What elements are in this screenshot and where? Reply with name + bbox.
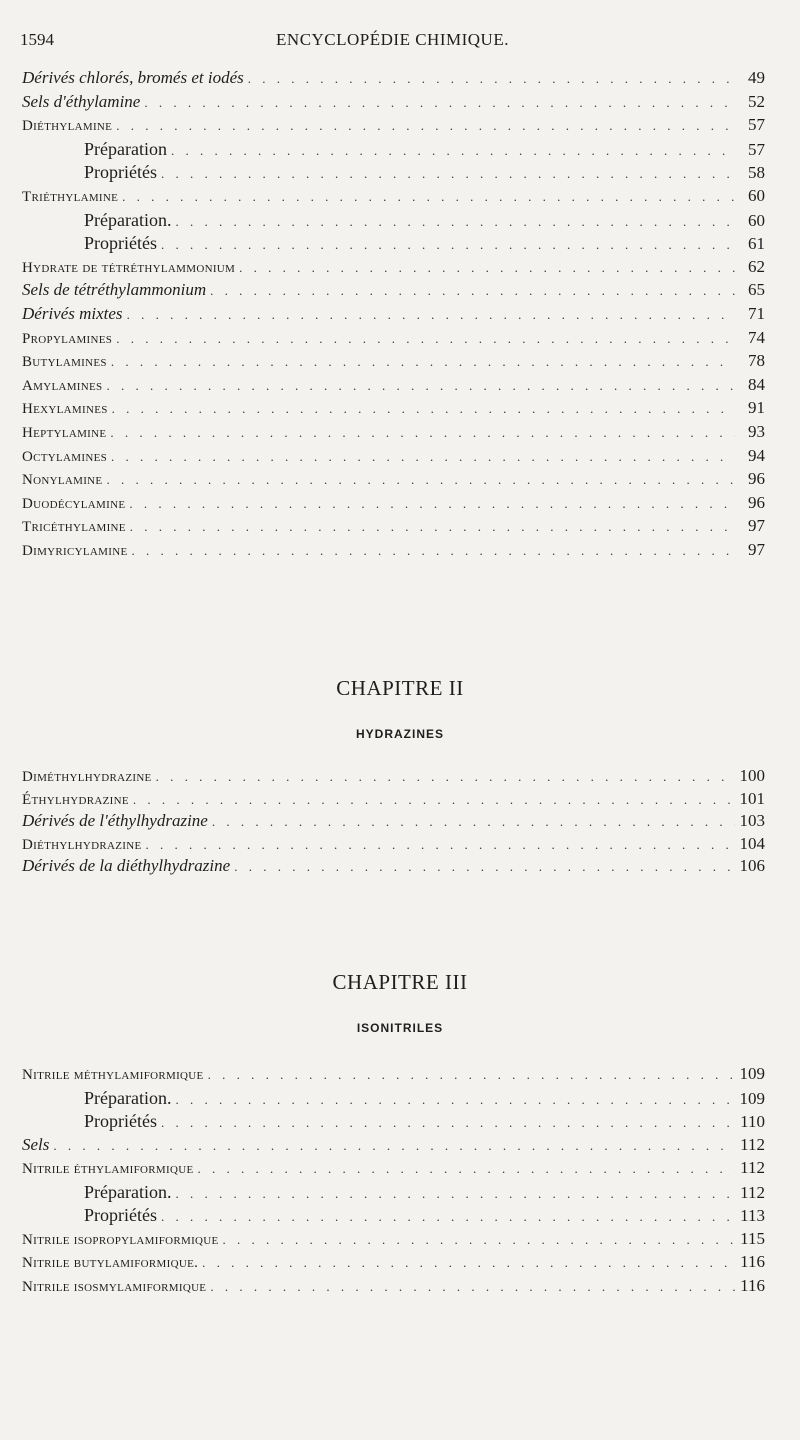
toc-entry-page: 112: [740, 1158, 765, 1177]
toc-entry: [22, 811, 765, 834]
toc-entry-label: Duodécylamine: [22, 495, 126, 512]
running-title: ENCYCLOPÉDIE CHIMIQUE.: [276, 30, 509, 49]
toc-entry: [22, 1276, 765, 1300]
chapter-3-subtitle: ISONITRILES: [356, 1021, 444, 1035]
toc-entry: [22, 766, 765, 789]
dot-leader: [146, 837, 736, 853]
toc-entry: [22, 856, 765, 879]
chapter-2-subtitle: HYDRAZINES: [355, 727, 444, 741]
toc-entry: [22, 1252, 765, 1276]
toc-entry: [22, 280, 765, 304]
toc-entry-label: Amylamines: [22, 377, 103, 394]
toc-entry: [22, 186, 765, 210]
dot-leader: [144, 95, 735, 111]
dot-leader: [161, 166, 735, 182]
toc-entry-page: 61: [748, 234, 765, 254]
toc-entry-page: 113: [740, 1206, 765, 1225]
toc-entry-page: 60: [748, 185, 765, 205]
dot-leader: [248, 71, 735, 87]
toc-entry: [22, 68, 765, 92]
toc-entry-page: 97: [748, 539, 765, 559]
toc-entry-page: 109: [739, 1064, 765, 1083]
toc-entry-page: 57: [748, 139, 765, 159]
toc-entry-page: 116: [740, 1252, 765, 1271]
toc-entry-label: Nitrile isopropylamiformique: [22, 1231, 219, 1248]
dot-leader: [106, 378, 735, 394]
toc-entry-page: 112: [740, 1182, 765, 1202]
toc-entry: [22, 1229, 765, 1253]
toc-entry: [22, 398, 765, 422]
toc-entry-label: Nitrile isosmylamiformique: [22, 1278, 207, 1295]
toc-section-chapter-1: [22, 68, 765, 563]
dot-leader: [223, 1232, 735, 1248]
toc-entry-label: Heptylamine: [22, 424, 107, 441]
dot-leader: [116, 331, 735, 347]
dot-leader: [106, 472, 735, 488]
toc-entry: [22, 162, 765, 186]
toc-entry: [22, 328, 765, 352]
toc-entry-label: Préparation.: [84, 1181, 172, 1202]
toc-entry-label: Nitrile éthylamiformique: [22, 1161, 194, 1177]
dot-leader: [210, 1279, 735, 1295]
toc-entry-page: 104: [739, 833, 765, 853]
toc-entry: [22, 1135, 765, 1159]
dot-leader: [110, 425, 735, 441]
toc-entry-page: 71: [748, 303, 765, 323]
dot-leader: [131, 543, 735, 559]
toc-entry: [22, 1182, 765, 1206]
toc-entry: [22, 115, 765, 139]
dot-leader: [112, 401, 735, 417]
dot-leader: [171, 143, 735, 159]
toc-entry-page: 62: [748, 256, 765, 276]
dot-leader: [122, 189, 735, 205]
toc-entry-page: 110: [740, 1112, 765, 1131]
toc-entry: [22, 1158, 765, 1182]
toc-section-chapter-2: [22, 766, 765, 879]
dot-leader: [161, 1115, 735, 1131]
toc-entry: [22, 257, 765, 281]
dot-leader: [208, 1067, 735, 1083]
toc-entry-page: 101: [739, 788, 765, 808]
toc-entry-label: Dimyricylamine: [22, 542, 128, 559]
dot-leader: [239, 260, 735, 276]
toc-entry: [22, 92, 765, 116]
dot-leader: [116, 118, 735, 134]
toc-entry-page: 94: [748, 445, 765, 465]
toc-entry-label: Nitrile méthylamiformique: [22, 1067, 204, 1083]
dot-leader: [156, 769, 735, 785]
toc-entry-label: Butylamines: [22, 354, 107, 371]
toc-entry-label: Préparation.: [84, 1087, 172, 1108]
toc-entry: [22, 789, 765, 812]
toc-entry: [22, 351, 765, 375]
toc-entry-label: Hydrate de tétréthylammonium: [22, 259, 236, 276]
dot-leader: [175, 1092, 735, 1108]
toc-entry-label: Diméthylhydrazine: [22, 769, 152, 785]
toc-entry-page: 57: [748, 115, 765, 135]
toc-entry-page: 58: [748, 163, 765, 183]
toc-entry-label: Propriétés: [84, 162, 157, 183]
toc-entry: [22, 233, 765, 257]
toc-entry-page: 52: [748, 91, 765, 111]
toc-entry-label: Dérivés chlorés, bromés et iodés: [22, 68, 244, 87]
toc-entry: [22, 446, 765, 470]
toc-entry-page: 65: [748, 280, 765, 300]
toc-entry-page: 93: [748, 421, 765, 441]
toc-entry-page: 84: [748, 374, 765, 394]
toc-entry: [22, 304, 765, 328]
dot-leader: [212, 814, 735, 830]
toc-entry: [22, 422, 765, 446]
toc-entry-label: Octylamines: [22, 448, 108, 465]
dot-leader: [53, 1138, 735, 1154]
toc-entry: [22, 493, 765, 517]
toc-entry-page: 115: [740, 1228, 765, 1248]
toc-entry-label: Nonylamine: [22, 472, 103, 489]
toc-entry-label: Diéthylamine: [22, 118, 113, 135]
dot-leader: [161, 237, 735, 253]
toc-entry: [22, 516, 765, 540]
toc-entry-label: Propylamines: [22, 330, 113, 347]
dot-leader: [129, 496, 735, 512]
dot-leader: [175, 214, 735, 230]
toc-entry-label: Propriétés: [84, 1111, 157, 1131]
toc-entry-label: Hexylamines: [22, 401, 108, 418]
toc-entry-label: Triéthylamine: [22, 188, 119, 205]
toc-entry-page: 60: [748, 210, 765, 230]
toc-entry-page: 96: [748, 469, 765, 489]
toc-entry-page: 49: [748, 68, 765, 87]
dot-leader: [111, 354, 735, 370]
dot-leader: [175, 1186, 735, 1202]
dot-leader: [234, 859, 735, 875]
page-number: 1594: [20, 30, 54, 49]
toc-entry-label: Dérivés de l'éthylhydrazine: [22, 811, 208, 830]
dot-leader: [198, 1161, 736, 1177]
toc-entry: [22, 139, 765, 163]
toc-entry-label: Sels de tétréthylammonium: [22, 280, 207, 300]
dot-leader: [133, 792, 735, 808]
chapter-3-heading: CHAPITRE III: [332, 970, 468, 994]
toc-entry-page: 100: [739, 766, 765, 785]
toc-entry-page: 109: [739, 1088, 765, 1108]
toc-entry-page: 103: [739, 811, 765, 830]
toc-entry-page: 91: [748, 398, 765, 418]
toc-entry: [22, 1111, 765, 1135]
toc-entry: [22, 375, 765, 399]
dot-leader: [210, 283, 735, 299]
toc-entry-page: 96: [748, 492, 765, 512]
toc-entry-page: 112: [740, 1134, 765, 1154]
toc-entry: [22, 834, 765, 857]
toc-entry-page: 106: [739, 856, 765, 875]
toc-entry-label: Sels d'éthylamine: [22, 91, 141, 111]
toc-entry-label: Diéthylhydrazine: [22, 836, 142, 853]
toc-entry-page: 78: [748, 351, 765, 371]
toc-entry: [22, 469, 765, 493]
dot-leader: [161, 1209, 735, 1225]
toc-entry-page: 116: [740, 1275, 765, 1295]
toc-entry: [22, 1088, 765, 1112]
toc-entry: [22, 540, 765, 564]
toc-entry-label: Nitrile butylamiformique.: [22, 1255, 199, 1271]
toc-entry-label: Préparation: [84, 138, 167, 159]
dot-leader: [202, 1255, 735, 1271]
dot-leader: [111, 449, 735, 465]
toc-entry-label: Sels: [22, 1134, 50, 1154]
toc-section-chapter-3: [22, 1064, 765, 1299]
page-header: [20, 30, 765, 54]
toc-entry: [22, 1205, 765, 1229]
toc-entry-label: Préparation.: [84, 209, 172, 230]
toc-entry: [22, 210, 765, 234]
toc-entry-label: Propriétés: [84, 1205, 157, 1225]
toc-entry-label: Dérivés de la diéthylhydrazine: [22, 856, 231, 875]
toc-entry-label: Éthylhydrazine: [22, 791, 129, 808]
toc-entry-page: 97: [748, 516, 765, 536]
dot-leader: [127, 307, 735, 323]
toc-entry-label: Tricéthylamine: [22, 519, 126, 536]
toc-entry-label: Dérivés mixtes: [22, 303, 123, 323]
chapter-2-heading: CHAPITRE II: [336, 676, 464, 700]
toc-entry-label: Propriétés: [84, 233, 157, 254]
dot-leader: [130, 519, 735, 535]
toc-entry: [22, 1064, 765, 1088]
toc-entry-page: 74: [748, 327, 765, 347]
